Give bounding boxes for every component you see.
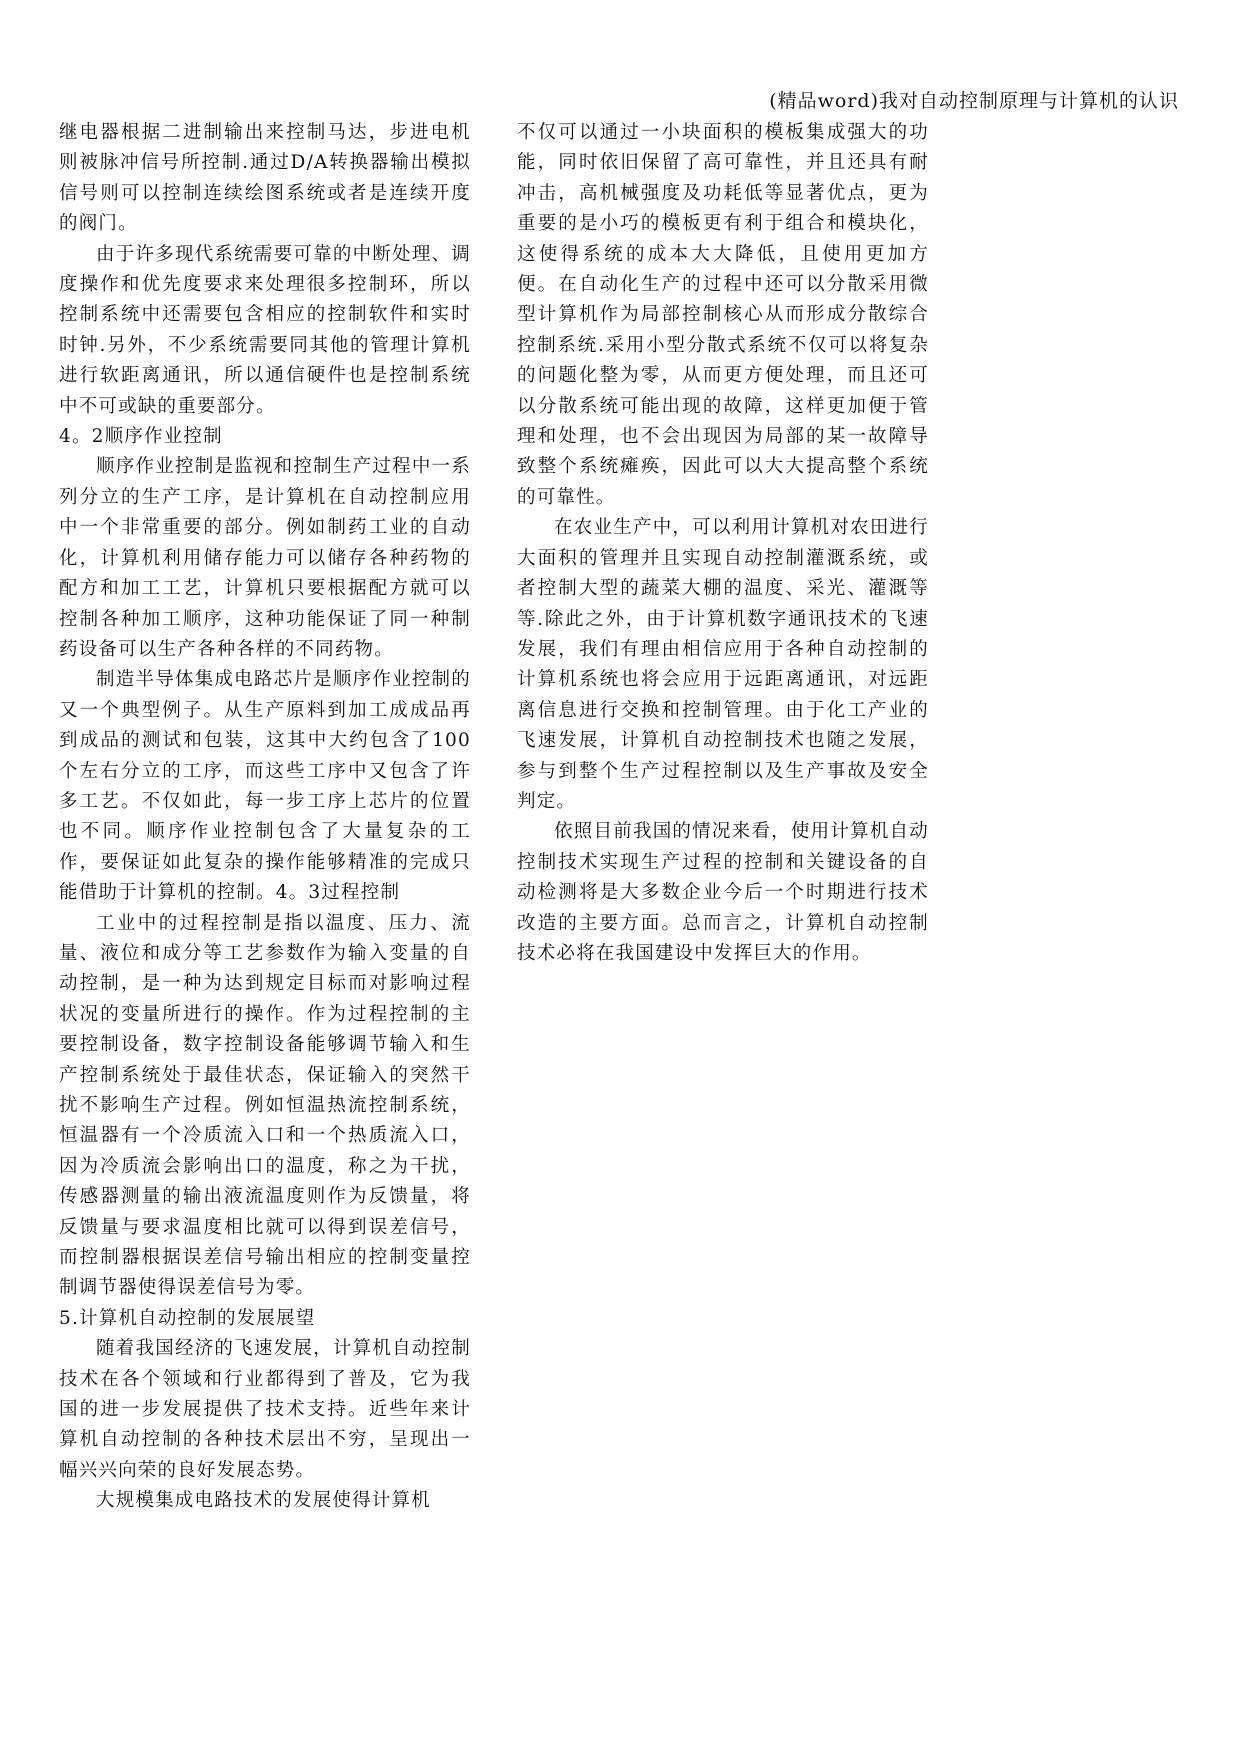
left-text-column [59,118,471,1517]
paragraph-sequential-control: 顺序作业控制是监视和控制生产过程中一系列分立的生产工序，是计算机在自动控制应用中一个非常重要的部分。例如制药工业的自动化，计算机利用储存能力可以储存各种药物的配方和加工工艺，计算机只要根据配方就可以控制各种加工顺序，这种功能保证了同一种制药设备可以生产各种各样的不同药物。 [59,456,471,660]
paragraph-agriculture: 在农业生产中，可以利用计算机对农田进行大面积的管理并且实现自动控制灌溉系统，或者控制大型的蔬菜大棚的温度、采光、灌溉等等.除此之外，由于计算机数字通讯技术的飞速发展，我们有理由相信应用于各种自动控制的计算机系统也将会应用于远距离通讯，对远距离信息进行交换和控制管理。由于化工产业的飞速发展，计算机自动控制技术也随之发展，参与到整个生产过程控制以及生产事故及安全判定。 [517,517,929,812]
paragraph-semiconductor-example: 制造半导体集成电路芯片是顺序作业控制的又一个典型例子。从生产原料到加工成成品再到成品的测试和包装，这其中大约包含了100个左右分立的工序，而这些工序中又包含了许多工艺。不仅如此，每一步工序上芯片的位置也不同。顺序作业控制包含了大量复杂的工作，要保证如此复杂的操作能够精准的完成只能借助于计算机的控制。4。3过程控制 [59,669,471,904]
paragraph-process-control: 工业中的过程控制是指以温度、压力、流量、液位和成分等工艺参数作为输入变量的自动控制，是一种为达到规定目标而对影响过程状况的变量所进行的操作。作为过程控制的主要控制设备，数字控制设备能够调节输入和生产控制系统处于最佳状态，保证输入的突然干扰不影响生产过程。例如恒温热流控制系统，恒温器有一个冷质流入口和一个热质流入口，因为冷质流会影响出口的温度，称之为干扰，传感器测量的输出液流温度则作为反馈量，将反馈量与要求温度相比就可以得到误差信号，而控制器根据误差信号输出相应的控制变量控制调节器使得误差信号为零。 [59,912,471,1299]
paragraph-control-software: 由于许多现代系统需要可靠的中断处理、调度操作和优先度要求来处理很多控制环，所以控制系统中还需要包含相应的控制软件和实时时钟.另外，不少系统需要同其他的管理计算机进行软距离通讯，所以通信硬件也是控制系统中不可或缺的重要部分。 [59,243,471,417]
section-heading-development-outlook: 5.计算机自动控制的发展展望 [59,1307,316,1329]
paragraph-economic-development: 随着我国经济的飞速发展，计算机自动控制技术在各个领域和行业都得到了普及，它为我国的进一步发展提供了技术支持。近些年来计算机自动控制的各种技术层出不穷，呈现出一幅兴兴向荣的良好发展态势。 [59,1338,471,1481]
document-header-title: (精品word)我对自动控制原理与计算机的认识 [769,90,1179,112]
paragraph-integrated-circuits: 大规模集成电路技术的发展使得计算机 [96,1490,431,1512]
paragraph-relay-control: 继电器根据二进制输出来控制马达，步进电机则被脉冲信号所控制.通过D/A转换器输出模拟信号则可以控制连续绘图系统或者是连续开度的阀门。 [59,122,471,235]
paragraph-conclusion: 依照目前我国的情况来看，使用计算机自动控制技术实现生产过程的控制和关键设备的自动检测将是大多数企业今后一个时期进行技术改造的主要方面。总而言之，计算机自动控制技术必将在我国建设中发挥巨大的作用。 [517,821,929,964]
right-text-column [517,118,929,969]
paragraph-modular-systems: 不仅可以通过一小块面积的模板集成强大的功能，同时依旧保留了高可靠性，并且还具有耐冲击，高机械强度及功耗低等显著优点，更为重要的是小巧的模板更有利于组合和模块化，这使得系统的成本大大降低，且使用更加方便。在自动化生产的过程中还可以分散采用微型计算机作为局部控制核心从而形成分散综合控制系统.采用小型分散式系统不仅可以将复杂的问题化整为零，从而更方便处理，而且还可以分散系统可能出现的故障，这样更加便于管理和处理，也不会出现因为局部的某一故障导致整个系统瘫痪，因此可以大大提高整个系统的可靠性。 [517,122,929,508]
section-heading-sequential-control: 4。2顺序作业控制 [59,426,223,448]
